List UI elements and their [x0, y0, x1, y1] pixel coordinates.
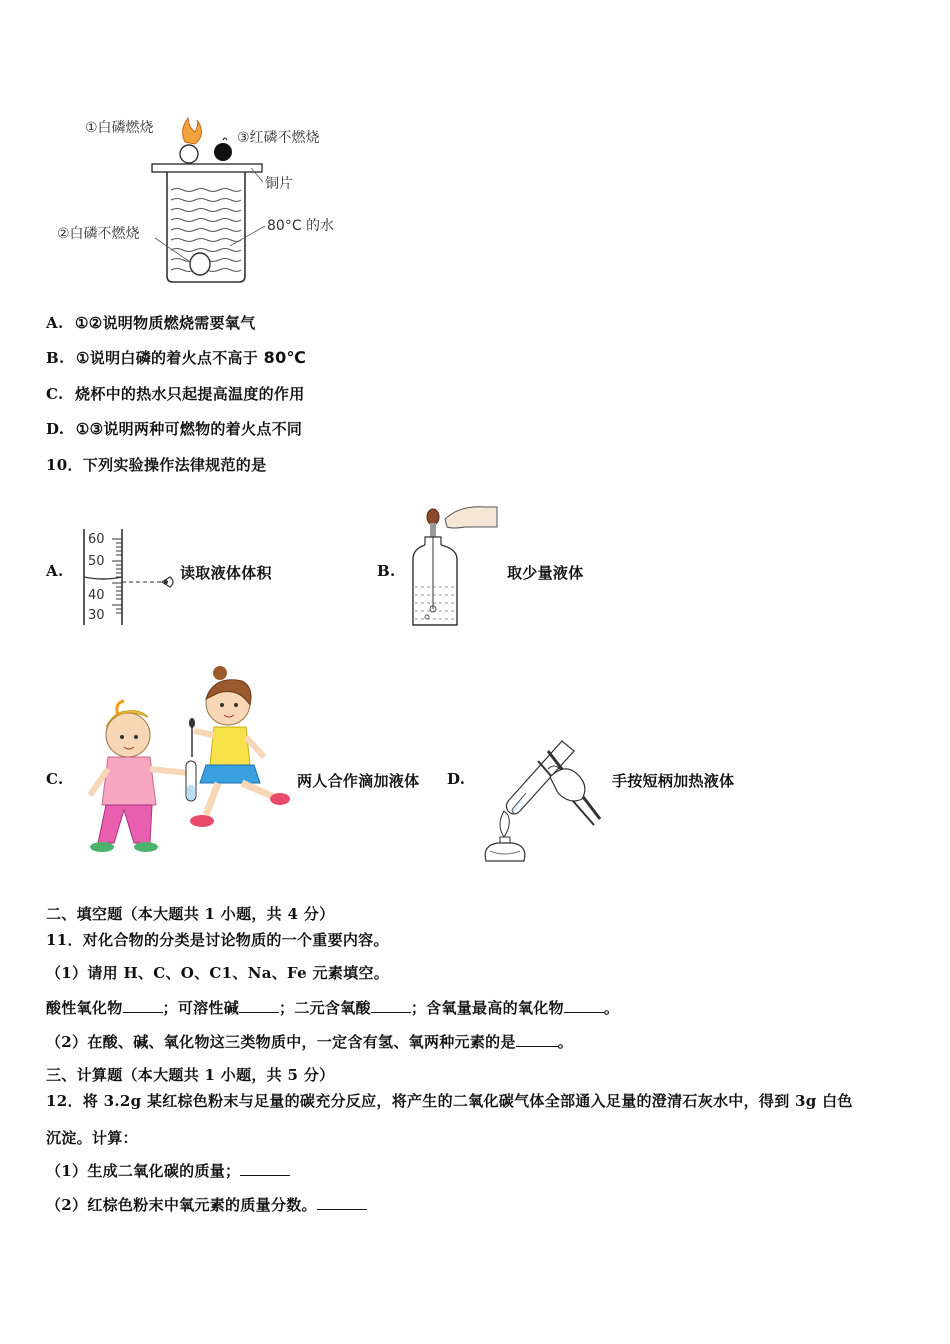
- q9-option-b: [46, 347, 306, 368]
- tick-60: 60: [88, 532, 105, 547]
- option-text: ①说明白磷的着火点不高于: [76, 349, 259, 367]
- answer-blank[interactable]: [317, 1195, 367, 1210]
- q9-label-copper-sheet: 铜片: [265, 176, 293, 192]
- fill-label-soluble-base: ；可溶性碱: [162, 999, 240, 1017]
- q11-part1: （1）请用 H、C、O、C1、Na、Fe 元素填空。: [46, 964, 390, 982]
- answer-blank[interactable]: [123, 998, 163, 1013]
- option-text: 烧杯中的热水只起提高温度的作用: [75, 385, 305, 403]
- q10-option-d-letter: D.: [447, 770, 466, 788]
- q9-option-a: [46, 312, 256, 333]
- answer-blank[interactable]: [239, 998, 279, 1013]
- section2-heading: 二、填空题（本大题共 1 小题，共 4 分）: [46, 905, 335, 923]
- fill-label-diprotic-oxyacid: ；二元含氧酸: [279, 999, 371, 1017]
- fill-label-highest-oxygen-oxide: ；含氧量最高的氧化物: [410, 999, 564, 1017]
- answer-blank[interactable]: [516, 1032, 558, 1047]
- q10-option-a-letter: A.: [46, 562, 64, 580]
- q10-option-c-caption: 两人合作滴加液体: [297, 772, 420, 790]
- answer-blank[interactable]: [564, 998, 604, 1013]
- q10-option-b-letter: B.: [377, 562, 396, 580]
- q11-stem: 11．对化合物的分类是讨论物质的一个重要内容。: [46, 931, 389, 949]
- option-text: ①③说明两种可燃物的着火点不同: [75, 420, 303, 438]
- q10-option-d-heating-figure: [478, 733, 608, 863]
- tick-30: 30: [88, 608, 105, 623]
- q11-fill-line: [46, 997, 619, 1018]
- q9-label-red-phosphorus: ③红磷不燃烧: [237, 130, 320, 146]
- q9-option-c: [46, 383, 305, 404]
- q12-stem-line2: 沉淀。计算：: [46, 1129, 138, 1147]
- answer-blank[interactable]: [240, 1161, 290, 1176]
- q10-option-a-cylinder-figure: [78, 525, 178, 630]
- q10-option-b-dropper-bottle-figure: [405, 497, 505, 632]
- option-temperature: 80℃: [263, 348, 307, 367]
- q9-option-d: [46, 418, 302, 439]
- q10-option-c-letter: C.: [46, 770, 64, 788]
- flame-icon: [183, 118, 202, 144]
- tick-40: 40: [88, 588, 105, 603]
- q11-part2-end: 。: [557, 1033, 574, 1051]
- q10-option-b-caption: 取少量液体: [507, 564, 584, 582]
- q10-option-a-caption: 读取液体体积: [180, 564, 272, 582]
- q9-label-hot-water: 80°C 的水: [267, 218, 335, 234]
- section3-heading: 三、计算题（本大题共 1 小题，共 5 分）: [46, 1066, 335, 1084]
- q10-option-d-caption: 手按短柄加热液体: [612, 772, 735, 790]
- option-letter: C.: [46, 385, 64, 403]
- q11-part2-text: （2）在酸、碱、氧化物这三类物质中，一定含有氢、氧两种元素的是: [46, 1033, 516, 1051]
- fill-label-acidic-oxide: 酸性氧化物: [46, 999, 123, 1017]
- q12-part2-text: （2）红棕色粉末中氧元素的质量分数。: [46, 1196, 317, 1214]
- q9-combustion-figure: [55, 110, 355, 290]
- q10-stem: 10．下列实验操作法律规范的是: [46, 456, 267, 474]
- q9-label-white-phosphorus-burning: ①白磷燃烧: [85, 120, 154, 136]
- q9-label-white-phosphorus-not-burning: ②白磷不燃烧: [57, 226, 140, 242]
- q12-part1-text: （1）生成二氧化碳的质量；: [46, 1162, 241, 1180]
- option-letter: B.: [46, 349, 65, 367]
- q11-part2: [46, 1031, 573, 1052]
- q10-option-c-children-figure: [78, 665, 293, 860]
- fill-end: 。: [603, 999, 620, 1017]
- q12-stem-line1: 12．将 3.2g 某红棕色粉末与足量的碳充分反应，将产生的二氧化碳气体全部通入足量的澄清石灰水中，得到 3g 白色: [46, 1092, 853, 1110]
- option-letter: A.: [46, 314, 64, 332]
- answer-blank[interactable]: [371, 998, 411, 1013]
- tick-50: 50: [88, 554, 105, 569]
- q12-part1: [46, 1160, 290, 1181]
- q12-part2: [46, 1194, 367, 1215]
- option-text: ①②说明物质燃烧需要氧气: [75, 314, 256, 332]
- option-letter: D.: [46, 420, 65, 438]
